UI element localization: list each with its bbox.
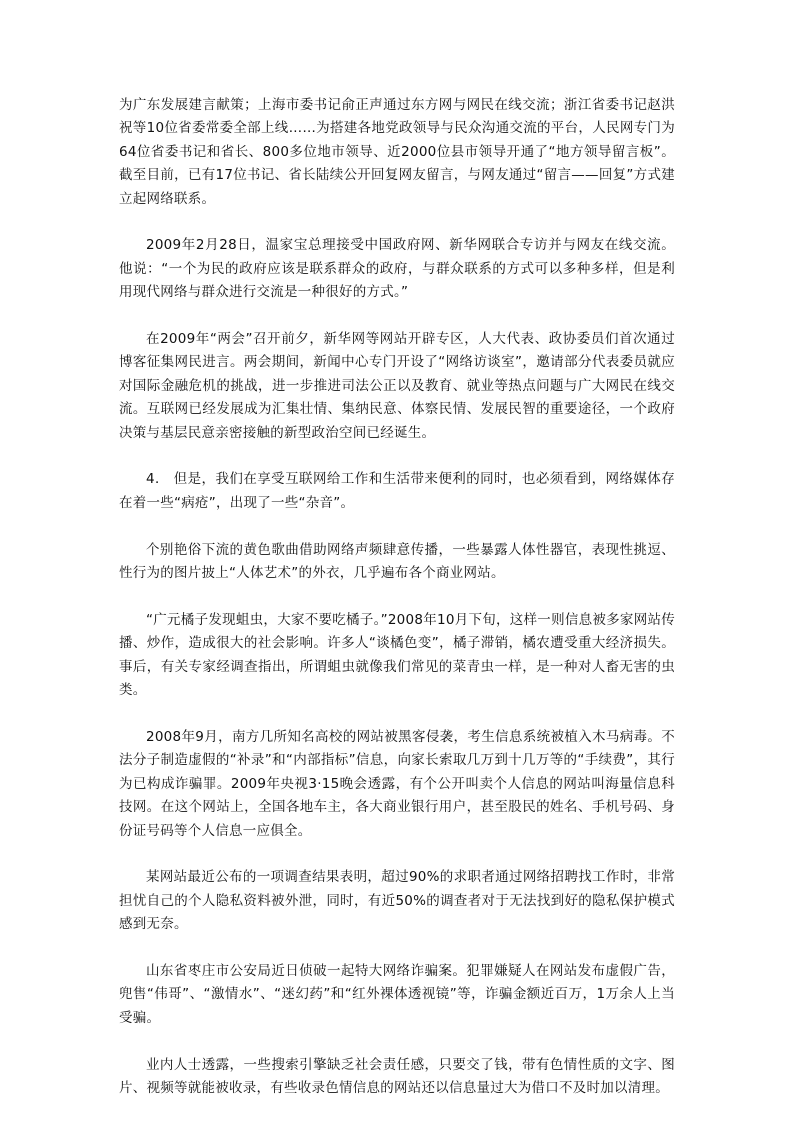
paragraph-7: 2008年9月，南方几所知名高校的网站被黑客侵袭，考生信息系统被植入木马病毒。不法分子制造虚假的“补录”和“内部指标”信息，向家长索取几万到十几万等的“手续费”，其行为已构成诈骗罪。2009年央视3·15晚会透露，有个公开叫卖个人信息的网站叫海量信息科技网。在这个网站上，全国各地车主，各大商业银行用户，甚至股民的姓名、手机号码、身份证号码等个人信息一应俱全。 [119, 728, 675, 839]
paragraph-2: 2009年2月28日，温家宝总理接受中国政府网、新华网联合专访并与网友在线交流。他说：“一个为民的政府应该是联系群众的政府，与群众联系的方式可以多种多样，但是利用现代网络与群众进行交流是一种很好的方式。” [119, 237, 675, 301]
paragraph-10: 业内人士透露，一些搜索引擎缺乏社会责任感，只要交了钱，带有色情性质的文字、图片、视频等就能被收录，有些收录色情信息的网站还以信息量过大为借口不及时加以清理。 [119, 1056, 675, 1096]
paragraph-1: 为广东发展建言献策；上海市委书记俞正声通过东方网与网民在线交流；浙江省委书记赵洪祝等10位省委常委全部上线……为搭建各地党政领导与民众沟通交流的平台，人民网专门为64位省委书记和省长、800多位地市领导、近2000位县市领导开通了“地方领导留言板”。截至目前，已有17位书记、省长陆续公开回复网友留言，与网友通过“留言——回复”方式建立起网络联系。 [119, 97, 675, 207]
document-page [119, 94, 675, 1124]
paragraph-8: 某网站最近公布的一项调查结果表明，超过90%的求职者通过网络招聘找工作时，非常担忧自己的个人隐私资料被外泄，同时，有近50%的调查者对于无法找到好的隐私保护模式感到无奈。 [119, 869, 675, 933]
paragraph-3: 在2009年“两会”召开前夕，新华网等网站开辟专区，人大代表、政协委员们首次通过博客征集网民进言。两会期间，新闻中心专门开设了“网络访谈室”，邀请部分代表委员就应对国际金融危机的挑战，进一步推进司法公正以及教育、就业等热点问题与广大网民在线交流。互联网已经发展成为汇集壮情、集纳民意、体察民情、发展民智的重要途径，一个政府决策与基层民意亲密接触的新型政治空间已经诞生。 [119, 331, 675, 441]
paragraph-6: “广元橘子发现蛆虫，大家不要吃橘子。”2008年10月下旬，这样一则信息被多家网站传播、炒作，造成很大的社会影响。许多人“谈橘色变”，橘子滞销，橘农遭受重大经济损失。事后，有关专家经调查指出，所谓蛆虫就像我们常见的菜青虫一样，是一种对人畜无害的虫类。 [119, 611, 675, 699]
paragraph-4-heading: 4． 但是，我们在享受互联网给工作和生活带来便利的同时，也必须看到，网络媒体存在着一些“病疮”，出现了一些“杂音”。 [119, 471, 675, 511]
paragraph-9: 山东省枣庄市公安局近日侦破一起特大网络诈骗案。犯罪嫌疑人在网站发布虚假广告，兜售“伟哥”、“激情水”、“迷幻药”和“红外裸体透视镜”等，诈骗金额近百万，1万余人上当受骗。 [119, 962, 675, 1026]
paragraph-5: 个别艳俗下流的黄色歌曲借助网络声频肆意传播，一些暴露人体性器官，表现性挑逗、性行为的图片披上“人体艺术”的外衣，几乎遍布各个商业网站。 [119, 541, 675, 582]
